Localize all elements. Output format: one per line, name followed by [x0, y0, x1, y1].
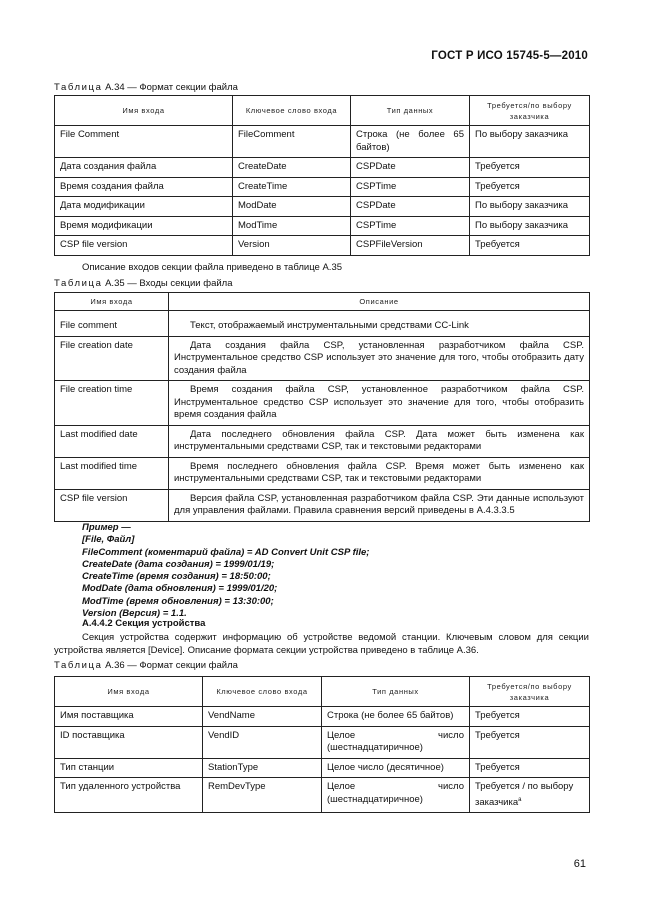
table-a34-caption	[54, 82, 238, 93]
table-cell	[169, 311, 590, 337]
table-cell: RemDevType	[203, 778, 322, 813]
caption-rest: А.34 — Формат секции файла	[102, 82, 238, 93]
table-cell: Строка (не более 65 байтов)	[351, 126, 470, 158]
table-row	[55, 236, 590, 256]
table-cell: Целое число (десятичное)	[322, 758, 470, 778]
example-line: ModDate (дата обновления) = 1999/01/20;	[82, 583, 278, 595]
table-row	[55, 778, 590, 813]
col-header: Тип данных	[322, 677, 470, 707]
col-header: Имя входа	[55, 96, 233, 126]
table-row	[55, 158, 590, 178]
table-cell: Требуется	[470, 158, 590, 178]
col-header: Имя входа	[55, 293, 169, 311]
table-cell	[169, 336, 590, 381]
table-cell: Требуется	[470, 707, 590, 727]
example-line: CreateTime (время создания) = 18:50:00;	[82, 571, 271, 583]
footnote-mark: a	[518, 796, 522, 803]
table-cell: Требуется	[470, 236, 590, 256]
table-cell: CSPDate	[351, 197, 470, 217]
table-cell: Version	[233, 236, 351, 256]
description-text: Дата последнего обновления файла CSP. Дата может быть изменена как инструментальными средствами CSP, так и текстовыми редакторами	[174, 428, 584, 452]
table-row	[55, 126, 590, 158]
paragraph-text: Секция устройства содержит информацию об устройстве ведомой станции. Ключевым словом для секции устройства является [Device]. Описание формата секции устройства приведено в таблице А.36.	[54, 632, 589, 656]
table-row	[55, 336, 590, 381]
caption-word: Таблица	[54, 660, 103, 671]
table-cell: ModDate	[233, 197, 351, 217]
table-a35-reference: Описание входов секции файла приведено в таблице А.35	[82, 262, 343, 273]
col-header: Требуется/по выбору заказчика	[470, 677, 590, 707]
table-cell: Целое число (шестнадцатиричное)	[322, 726, 470, 758]
table-cell: Требуется	[470, 758, 590, 778]
example-line: FileComment (коментарий файла) = AD Convert Unit CSP file;	[82, 546, 370, 558]
table-cell: Тип станции	[55, 758, 203, 778]
description-text: Текст, отображаемый инструментальными средствами CC-Link	[190, 320, 469, 331]
table-row	[55, 197, 590, 217]
table-cell: По выбору заказчика	[470, 197, 590, 217]
table-row	[55, 726, 590, 758]
example-line: Пример —	[82, 522, 131, 533]
caption-rest: А.36 — Формат секции файла	[102, 660, 238, 671]
example-block	[82, 522, 369, 620]
table-cell: Целое число (шестнадцатиричное)	[322, 778, 470, 813]
example-line: Version (Версия) = 1.1.	[82, 608, 187, 620]
table-cell: По выбору заказчика	[470, 126, 590, 158]
table-cell	[169, 425, 590, 457]
table-cell: VendName	[203, 707, 322, 727]
table-cell: StationType	[203, 758, 322, 778]
table-cell: CreateDate	[233, 158, 351, 178]
table-cell: ModTime	[233, 216, 351, 236]
table-row	[55, 758, 590, 778]
section-title: А.4.4.2 Секция устройства	[82, 618, 206, 629]
col-header: Описание	[169, 293, 590, 311]
description-text: Время последнего обновления файла CSP. Время может быть изменено как инструментальными средствами CSP, так и текстовыми редакторами	[174, 460, 584, 484]
table-row	[55, 489, 590, 521]
table-cell: Имя поставщика	[55, 707, 203, 727]
table-a35	[54, 292, 590, 522]
col-header: Ключевое слово входа	[203, 677, 322, 707]
requirement-text: Требуется / по выбору заказчика	[475, 781, 574, 808]
example-line: CreateDate (дата создания) = 1999/01/19;	[82, 558, 275, 570]
table-cell: Требуется	[470, 726, 590, 758]
table-cell: VendID	[203, 726, 322, 758]
table-cell: Тип удаленного устройства	[55, 778, 203, 813]
table-cell: ID поставщика	[55, 726, 203, 758]
table-cell: CreateTime	[233, 177, 351, 197]
table-cell: Строка (не более 65 байтов)	[322, 707, 470, 727]
table-cell: CSPDate	[351, 158, 470, 178]
table-cell	[470, 778, 590, 813]
table-cell: File creation time	[55, 381, 169, 426]
table-a36	[54, 676, 590, 813]
col-header: Тип данных	[351, 96, 470, 126]
col-header: Требуется/по выбору заказчика	[470, 96, 590, 126]
table-cell: File creation date	[55, 336, 169, 381]
caption-word: Таблица	[54, 82, 103, 93]
caption-rest: А.35 — Входы секции файла	[102, 278, 233, 289]
table-row	[55, 425, 590, 457]
table-row	[55, 381, 590, 426]
standard-designation: ГОСТ Р ИСО 15745-5—2010	[431, 50, 588, 62]
table-cell: Last modified date	[55, 425, 169, 457]
page-number: 61	[573, 858, 586, 870]
example-line: [File, Файл]	[82, 534, 135, 546]
table-cell: Дата модификации	[55, 197, 233, 217]
table-cell: Дата создания файла	[55, 158, 233, 178]
table-cell: CSP file version	[55, 489, 169, 521]
table-cell	[169, 457, 590, 489]
table-cell: Время создания файла	[55, 177, 233, 197]
table-cell: Last modified time	[55, 457, 169, 489]
table-cell: Требуется	[470, 177, 590, 197]
col-header: Имя входа	[55, 677, 203, 707]
caption-word: Таблица	[54, 278, 103, 289]
table-cell: CSPTime	[351, 177, 470, 197]
description-text: Время создания файла CSP, установленное разработчиком файла CSP. Инструментальное средство CSP использует это значение для того, чтобы отобразить время создания файла	[174, 384, 584, 420]
table-row	[55, 177, 590, 197]
table-cell: По выбору заказчика	[470, 216, 590, 236]
table-cell: FileComment	[233, 126, 351, 158]
table-cell	[169, 381, 590, 426]
table-row	[55, 216, 590, 236]
table-a35-caption	[54, 278, 233, 289]
example-line: ModTime (время обновления) = 13:30:00;	[82, 595, 274, 607]
col-header: Ключевое слово входа	[233, 96, 351, 126]
table-row	[55, 311, 590, 337]
table-cell	[169, 489, 590, 521]
section-paragraph	[54, 632, 589, 657]
table-cell: CSP file version	[55, 236, 233, 256]
table-cell: CSPTime	[351, 216, 470, 236]
table-a34	[54, 95, 590, 256]
table-row	[55, 457, 590, 489]
table-cell: File Comment	[55, 126, 233, 158]
table-a36-caption	[54, 660, 238, 671]
description-text: Дата создания файла CSP, установленная разработчиком файла CSP. Инструментальное средство CSP использует это значение для того, чтобы отобразить дату создания файла	[174, 339, 584, 376]
table-cell: Время модификации	[55, 216, 233, 236]
table-row	[55, 707, 590, 727]
description-text: Версия файла CSP, установленная разработчиком файла CSP. Эти данные используют для управления файлами. Правила сравнения версий приведены в А.4.3.3.5	[174, 492, 584, 516]
table-cell: File comment	[55, 311, 169, 337]
table-cell: CSPFileVersion	[351, 236, 470, 256]
